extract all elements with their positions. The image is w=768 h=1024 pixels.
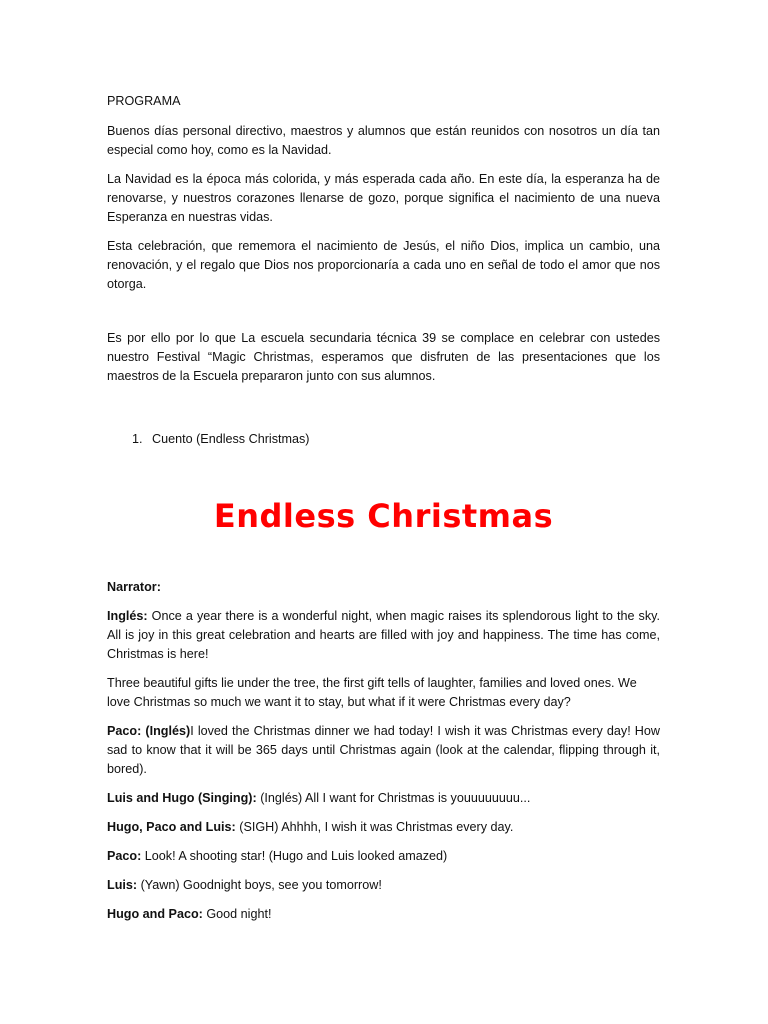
list-item-text: Cuento (Endless Christmas) [152, 432, 310, 446]
script-line [107, 789, 660, 808]
speaker-name: Paco: (Inglés) [107, 724, 191, 738]
narrator-label: Narrator: [107, 580, 161, 594]
paragraph-celebration: Esta celebración, que rememora el nacimiento de Jesús, el niño Dios, implica un cambio, una renovación, y el regalo que Dios nos proporcionaría a cada uno en señal de todo el amor que nos otorga. [107, 239, 660, 291]
speaker-name: Paco: [107, 849, 142, 863]
script-line [107, 905, 660, 924]
speaker-name: Hugo, Paco and Luis: [107, 820, 236, 834]
list-item-number: 1. [132, 432, 143, 446]
document-heading: PROGRAMA [107, 94, 181, 108]
speaker-dialogue: Look! A shooting star! (Hugo and Luis looked amazed) [141, 849, 448, 863]
paragraph-greeting: Buenos días personal directivo, maestros y alumnos que están reunidos con nosotros un día tan especial como hoy, como es la Navidad. [107, 124, 660, 157]
speaker-name: Hugo and Paco: [107, 907, 203, 921]
speaker-dialogue: (Yawn) Goodnight boys, see you tomorrow! [137, 878, 382, 892]
speaker-dialogue: Good night! [202, 907, 272, 921]
paragraph-festival: Es por ello por lo que La escuela secundaria técnica 39 se complace en celebrar con ustedes nuestro Festival “Magic Christmas, esperamos que disfruten de las presentaciones que los maestros de la Escuela prepararon junto con sus alumnos. [107, 331, 660, 383]
speaker-name: Luis and Hugo (Singing): [107, 791, 257, 805]
document-page [107, 92, 660, 934]
speaker-dialogue: (SIGH) Ahhhh, I wish it was Christmas every day. [235, 820, 514, 834]
program-list [107, 430, 660, 449]
speaker-dialogue: (Inglés) All I want for Christmas is youuuuuuuu... [256, 791, 531, 805]
speaker-dialogue: I loved the Christmas dinner we had today! I wish it was Christmas every day! How sad to know that it will be 365 days until Christmas again (look at the calendar, flipping through it, bored). [107, 724, 661, 776]
script-line [107, 607, 660, 664]
speaker-name: Luis: [107, 878, 138, 892]
speaker-dialogue: Once a year there is a wonderful night, when magic raises its splendorous light to the sky. All is joy in this great celebration and hearts are filled with joy and happiness. The time has come, Christmas is here! [107, 609, 660, 661]
script-line [107, 847, 660, 866]
speaker-name: Inglés: [107, 609, 148, 623]
list-item [107, 430, 660, 449]
script-line [107, 722, 660, 779]
paragraph-navidad: La Navidad es la época más colorida, y más esperada cada año. En este día, la esperanza ha de renovarse, y nuestros corazones llenarse de gozo, porque significa el nacimiento de una nueva Esperanza en nuestras vidas. [107, 172, 660, 224]
script-line [107, 674, 660, 712]
speaker-dialogue: Three beautiful gifts lie under the tree, the first gift tells of laughter, families and loved ones. We love Christmas so much we want it to stay, but what if it were Christmas every day? [107, 676, 637, 709]
script-line [107, 876, 660, 895]
script-line [107, 818, 660, 837]
story-title: Endless Christmas [213, 497, 554, 535]
